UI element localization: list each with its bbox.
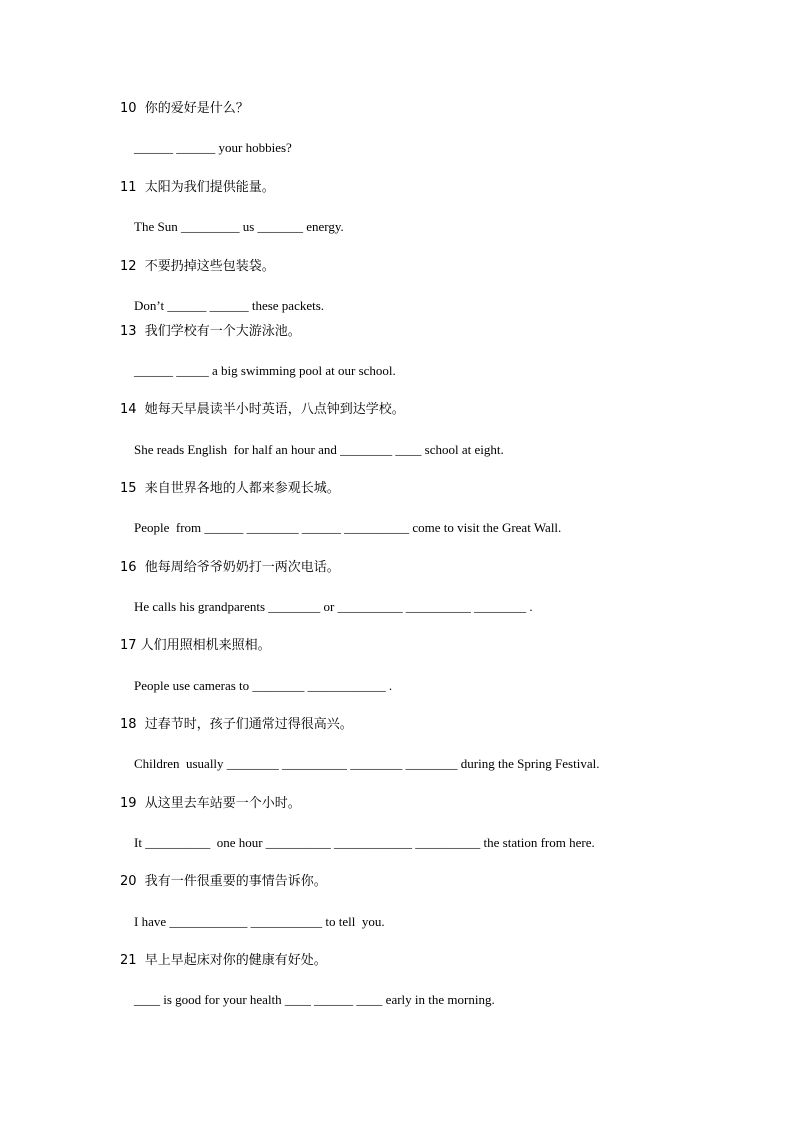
question-20-answer: I have ____________ ___________ to tell you. bbox=[134, 914, 385, 929]
question-13-prompt: 13 我们学校有一个大游泳池。 bbox=[120, 324, 301, 339]
question-17-prompt: 17 人们用照相机来照相。 bbox=[120, 638, 271, 653]
question-19-answer: It __________ one hour __________ ____________ __________ the station from here. bbox=[134, 835, 595, 850]
question-18-prompt: 18 过春节时，孩子们通常过得很高兴。 bbox=[120, 717, 353, 732]
question-14-answer: She reads English for half an hour and ________ ____ school at eight. bbox=[134, 442, 504, 457]
question-12-answer: Don’t ______ ______ these packets. bbox=[134, 298, 325, 313]
question-15-prompt: 15 来自世界各地的人都来参观长城。 bbox=[120, 481, 340, 496]
question-21-prompt: 21 早上早起床对你的健康有好处。 bbox=[120, 953, 327, 968]
question-18-answer: Children usually ________ __________ ________ ________ during the Spring Festival. bbox=[134, 756, 600, 771]
question-17-answer: People use cameras to ________ ____________ . bbox=[134, 678, 393, 693]
question-21-answer: ____ is good for your health ____ ______ ____ early in the morning. bbox=[134, 992, 495, 1007]
question-10-answer: ______ ______ your hobbies? bbox=[134, 140, 292, 155]
question-16-answer: He calls his grandparents ________ or __________ __________ ________ . bbox=[134, 599, 533, 614]
question-12-prompt: 12 不要扔掉这些包装袋。 bbox=[120, 259, 275, 274]
question-16-prompt: 16 他每周给爷爷奶奶打一两次电话。 bbox=[120, 560, 340, 575]
question-10-prompt: 10 你的爱好是什么？ bbox=[120, 101, 249, 116]
question-15-answer: People from ______ ________ ______ __________ come to visit the Great Wall. bbox=[134, 520, 562, 535]
question-11-prompt: 11 太阳为我们提供能量。 bbox=[120, 180, 275, 195]
question-19-prompt: 19 从这里去车站要一个小时。 bbox=[120, 796, 301, 811]
question-13-answer: ______ _____ a big swimming pool at our school. bbox=[134, 363, 396, 378]
question-14-prompt: 14 她每天早晨读半小时英语，八点钟到达学校。 bbox=[120, 402, 405, 417]
question-11-answer: The Sun _________ us _______ energy. bbox=[134, 219, 344, 234]
question-20-prompt: 20 我有一件很重要的事情告诉你。 bbox=[120, 874, 327, 889]
